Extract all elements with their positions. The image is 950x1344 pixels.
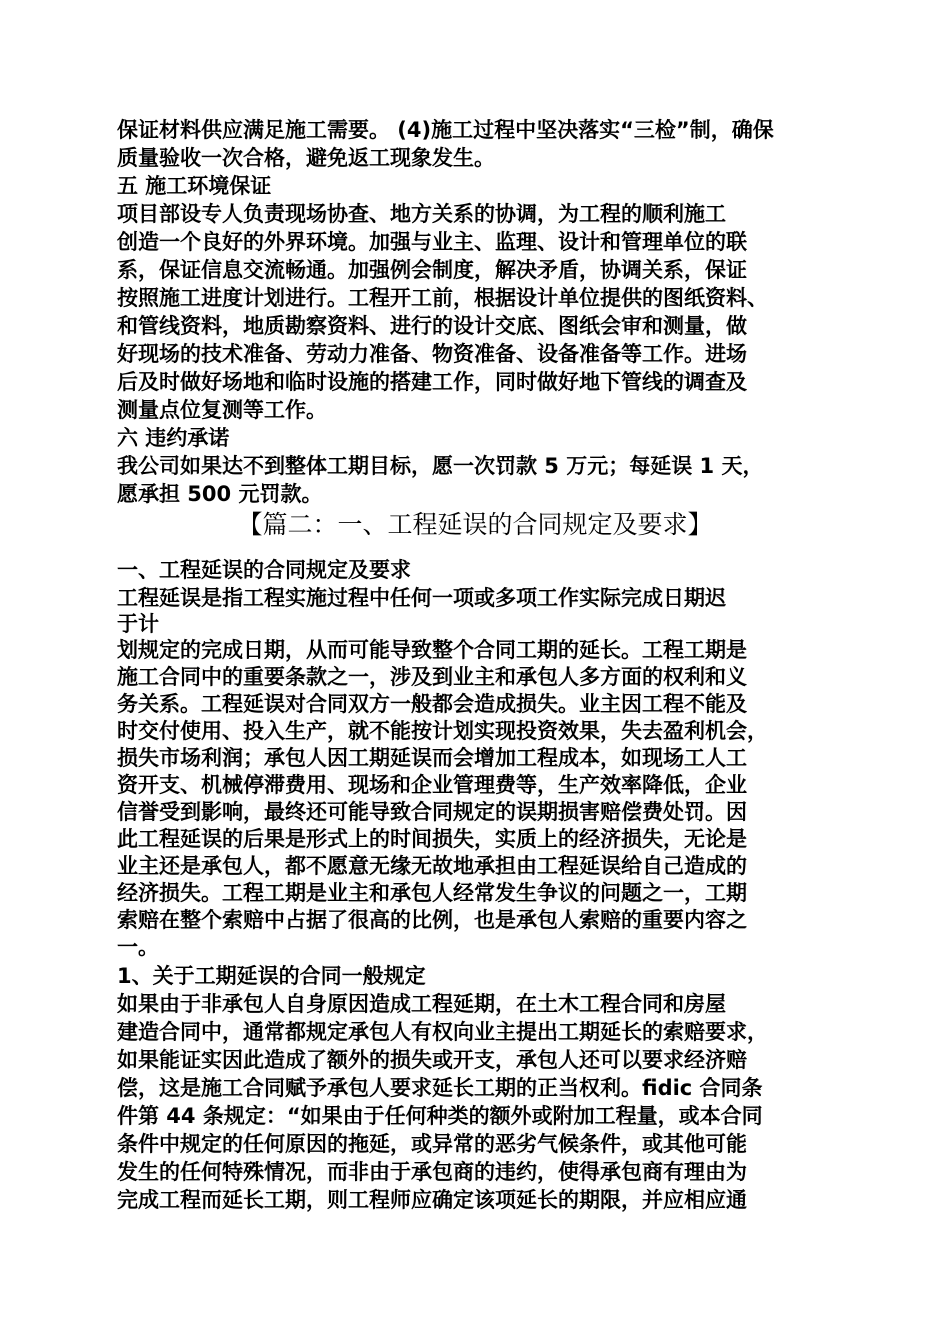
body-text-line: 系，保证信息交流畅通。加强例会制度，解决矛盾，协调关系，保证 [117, 258, 747, 282]
body-text-line: 信誉受到影响，最终还可能导致合同规定的误期损害赔偿费处罚。因 [117, 800, 747, 824]
body-text-line: 偿，这是施工合同赋予承包人要求延长工期的正当权利。fidic 合同条 [117, 1076, 763, 1100]
body-text-line: 经济损失。工程工期是业主和承包人经常发生争议的问题之一，工期 [117, 881, 747, 905]
part-heading: 一、工程延误的合同规定及要求 [117, 558, 411, 582]
body-text-line: 时交付使用、投入生产，就不能按计划实现投资效果，失去盈利机会， [117, 719, 768, 743]
body-text-line: 愿承担 500 元罚款。 [117, 482, 323, 506]
body-text-line: 于计 [117, 612, 159, 636]
body-text-line: 后及时做好场地和临时设施的搭建工作，同时做好地下管线的调查及 [117, 370, 747, 394]
body-text-line: 件第 44 条规定：“如果由于任何种类的额外或附加工程量，或本合同 [117, 1104, 763, 1128]
section-heading-6: 六 违约承诺 [117, 426, 230, 450]
body-text-line: 一。 [117, 935, 159, 959]
body-text-line: 工程延误是指工程实施过程中任何一项或多项工作实际完成日期迟 [117, 586, 726, 610]
body-text-line: 创造一个良好的外界环境。加强与业主、监理、设计和管理单位的联 [117, 230, 747, 254]
subsection-heading: 1、关于工期延误的合同一般规定 [117, 964, 426, 988]
body-text-line: 施工合同中的重要条款之一，涉及到业主和承包人多方面的权利和义 [117, 665, 747, 689]
body-text-line: 和管线资料，地质勘察资料、进行的设计交底、图纸会审和测量，做 [117, 314, 747, 338]
body-text-line: 建造合同中，通常都规定承包人有权向业主提出工期延长的索赔要求， [117, 1020, 768, 1044]
body-text-line: 好现场的技术准备、劳动力准备、物资准备、设备准备等工作。进场 [117, 342, 747, 366]
body-text-line: 项目部设专人负责现场协查、地方关系的协调，为工程的顺利施工 [117, 202, 726, 226]
body-text-line: 此工程延误的后果是形式上的时间损失，实质上的经济损失，无论是 [117, 827, 747, 851]
body-text-line: 索赔在整个索赔中占据了很高的比例，也是承包人索赔的重要内容之 [117, 908, 747, 932]
body-text-line: 条件中规定的任何原因的拖延，或异常的恶劣气候条件，或其他可能 [117, 1132, 747, 1156]
body-text-line: 如果能证实因此造成了额外的损失或开支，承包人还可以要求经济赔 [117, 1048, 747, 1072]
chapter-title: 【篇二：一、工程延误的合同规定及要求】 [237, 510, 713, 539]
body-text-line: 我公司如果达不到整体工期目标，愿一次罚款 5 万元；每延误 1 天， [117, 454, 764, 478]
section-heading-5: 五 施工环境保证 [117, 174, 272, 198]
body-text-line: 发生的任何特殊情况，而非由于承包商的违约，使得承包商有理由为 [117, 1160, 747, 1184]
body-text-line: 业主还是承包人，都不愿意无缘无故地承担由工程延误给自己造成的 [117, 854, 747, 878]
body-text-line: 按照施工进度计划进行。工程开工前，根据设计单位提供的图纸资料、 [117, 286, 768, 310]
body-text-line: 务关系。工程延误对合同双方一般都会造成损失。业主因工程不能及 [117, 692, 747, 716]
body-text-line: 保证材料供应满足施工需要。 (4)施工过程中坚决落实“三检”制，确保 [117, 118, 774, 142]
body-text-line: 如果由于非承包人自身原因造成工程延期，在土木工程合同和房屋 [117, 992, 726, 1016]
body-text-line: 质量验收一次合格，避免返工现象发生。 [117, 146, 495, 170]
body-text-line: 损失市场利润；承包人因工期延误而会增加工程成本，如现场工人工 [117, 746, 747, 770]
body-text-line: 测量点位复测等工作。 [117, 398, 327, 422]
body-text-line: 资开支、机械停滞费用、现场和企业管理费等，生产效率降低，企业 [117, 773, 747, 797]
body-text-line: 划规定的完成日期，从而可能导致整个合同工期的延长。工程工期是 [117, 638, 747, 662]
body-text-line: 完成工程而延长工期，则工程师应确定该项延长的期限，并应相应通 [117, 1188, 747, 1212]
